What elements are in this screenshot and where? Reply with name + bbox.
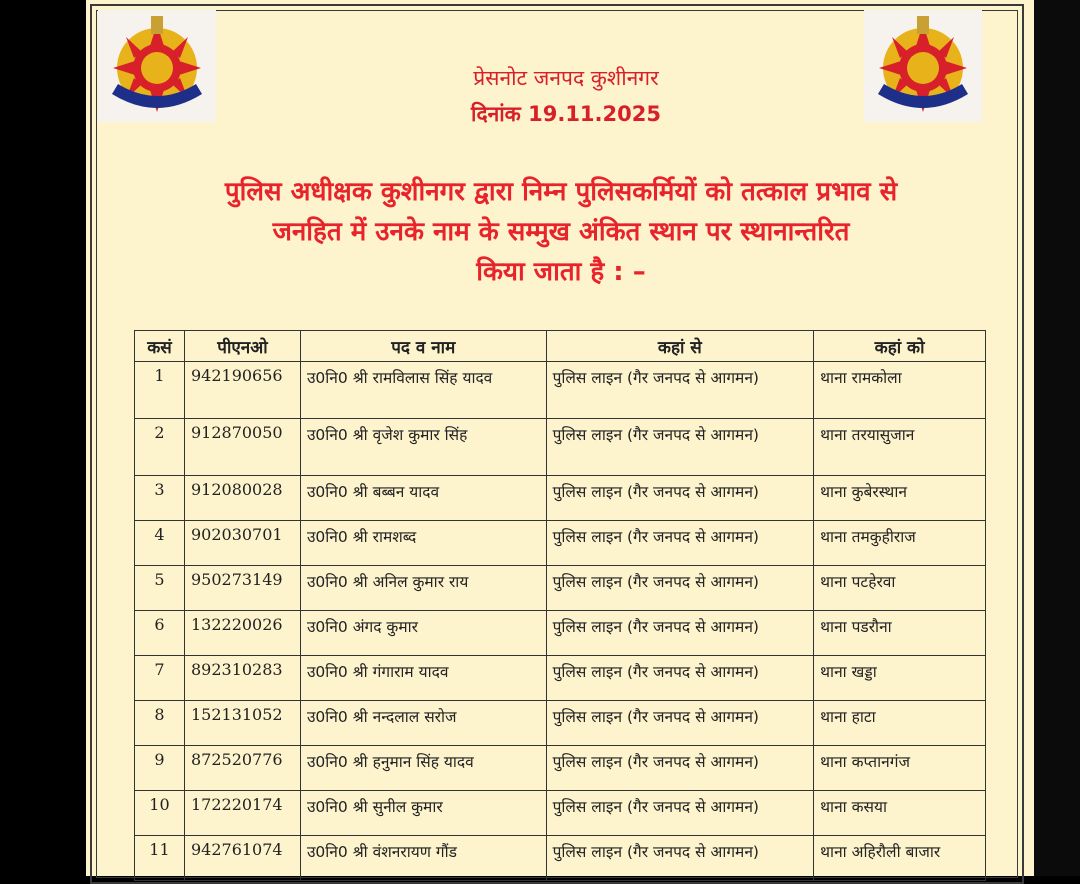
title-line-1: पुलिस अधीक्षक कुशीनगर द्वारा निम्न पुलिसकर्मियों को तत्काल प्रभाव से <box>224 177 898 207</box>
cell-pno: 950273149 <box>184 566 300 611</box>
table-row <box>135 791 986 836</box>
cell-to: थाना कसया <box>814 791 986 836</box>
cell-serial: 8 <box>135 701 185 746</box>
cell-to: थाना कुबेरस्थान <box>814 476 986 521</box>
transfer-order-title <box>146 172 976 292</box>
table-row <box>135 836 986 881</box>
cell-pno: 942761074 <box>184 836 300 881</box>
table-row <box>135 701 986 746</box>
table-row <box>135 419 986 476</box>
col-header-to: कहां को <box>814 331 986 362</box>
right-black-border <box>1034 0 1080 876</box>
cell-to: थाना पटहेरवा <box>814 566 986 611</box>
cell-pno: 172220174 <box>184 791 300 836</box>
cell-serial: 2 <box>135 419 185 476</box>
cell-to: थाना कप्तानगंज <box>814 746 986 791</box>
cell-name: उ0नि0 श्री सुनील कुमार <box>300 791 546 836</box>
cell-serial: 11 <box>135 836 185 881</box>
cell-from: पुलिस लाइन (गैर जनपद से आगमन) <box>546 656 814 701</box>
cell-pno: 132220026 <box>184 611 300 656</box>
cell-name: उ0नि0 श्री रामविलास सिंह यादव <box>300 362 546 419</box>
cell-to: थाना अहिरौली बाजार <box>814 836 986 881</box>
cell-serial: 1 <box>135 362 185 419</box>
cell-from: पुलिस लाइन (गैर जनपद से आगमन) <box>546 791 814 836</box>
cell-pno: 912870050 <box>184 419 300 476</box>
cell-to: थाना पडरौना <box>814 611 986 656</box>
table-row <box>135 566 986 611</box>
title-line-3: किया जाता है : – <box>476 257 646 287</box>
table-row <box>135 362 986 419</box>
cell-pno: 152131052 <box>184 701 300 746</box>
cell-serial: 5 <box>135 566 185 611</box>
table-row <box>135 476 986 521</box>
table-header-row <box>135 331 986 362</box>
cell-from: पुलिस लाइन (गैर जनपद से आगमन) <box>546 419 814 476</box>
cell-name: उ0नि0 श्री वृजेश कुमार सिंह <box>300 419 546 476</box>
cell-name: उ0नि0 श्री अनिल कुमार राय <box>300 566 546 611</box>
cell-name: उ0नि0 श्री गंगाराम यादव <box>300 656 546 701</box>
cell-serial: 3 <box>135 476 185 521</box>
cell-pno: 892310283 <box>184 656 300 701</box>
cell-name: उ0नि0 श्री वंशनरायण गौंड <box>300 836 546 881</box>
title-line-2: जनहित में उनके नाम के सम्मुख अंकित स्थान पर स्थानान्तरित <box>272 217 850 247</box>
cell-pno: 902030701 <box>184 521 300 566</box>
cell-serial: 9 <box>135 746 185 791</box>
cell-pno: 872520776 <box>184 746 300 791</box>
cell-name: उ0नि0 श्री हनुमान सिंह यादव <box>300 746 546 791</box>
cell-name: उ0नि0 श्री रामशब्द <box>300 521 546 566</box>
cell-name: उ0नि0 श्री नन्दलाल सरोज <box>300 701 546 746</box>
press-note-heading: प्रेसनोट जनपद कुशीनगर <box>473 66 659 90</box>
cell-from: पुलिस लाइन (गैर जनपद से आगमन) <box>546 701 814 746</box>
col-header-pno: पीएनओ <box>184 331 300 362</box>
cell-pno: 942190656 <box>184 362 300 419</box>
table-row <box>135 521 986 566</box>
cell-from: पुलिस लाइन (गैर जनपद से आगमन) <box>546 476 814 521</box>
cell-serial: 10 <box>135 791 185 836</box>
transfer-table <box>134 330 986 881</box>
cell-from: पुलिस लाइन (गैर जनपद से आगमन) <box>546 836 814 881</box>
up-police-emblem-icon <box>864 10 982 122</box>
cell-serial: 7 <box>135 656 185 701</box>
emblem-right-svg <box>864 10 982 122</box>
cell-to: थाना खड्डा <box>814 656 986 701</box>
cell-pno: 912080028 <box>184 476 300 521</box>
emblem-left-svg <box>98 10 216 122</box>
up-police-emblem-icon <box>98 10 216 122</box>
table-row <box>135 656 986 701</box>
cell-from: पुलिस लाइन (गैर जनपद से आगमन) <box>546 566 814 611</box>
cell-from: पुलिस लाइन (गैर जनपद से आगमन) <box>546 611 814 656</box>
cell-to: थाना तरयासुजान <box>814 419 986 476</box>
cell-to: थाना रामकोला <box>814 362 986 419</box>
cell-from: पुलिस लाइन (गैर जनपद से आगमन) <box>546 521 814 566</box>
press-note-date: दिनांक 19.11.2025 <box>471 102 661 126</box>
col-header-from: कहां से <box>546 331 814 362</box>
col-header-name: पद व नाम <box>300 331 546 362</box>
table-row <box>135 746 986 791</box>
cell-serial: 6 <box>135 611 185 656</box>
col-header-serial: कसं <box>135 331 185 362</box>
cell-name: उ0नि0 श्री बब्बन यादव <box>300 476 546 521</box>
cell-from: पुलिस लाइन (गैर जनपद से आगमन) <box>546 362 814 419</box>
left-black-border <box>0 0 86 876</box>
press-note-page <box>86 0 1034 876</box>
cell-from: पुलिस लाइन (गैर जनपद से आगमन) <box>546 746 814 791</box>
cell-to: थाना हाटा <box>814 701 986 746</box>
cell-to: थाना तमकुहीराज <box>814 521 986 566</box>
cell-serial: 4 <box>135 521 185 566</box>
table-row <box>135 611 986 656</box>
cell-name: उ0नि0 अंगद कुमार <box>300 611 546 656</box>
